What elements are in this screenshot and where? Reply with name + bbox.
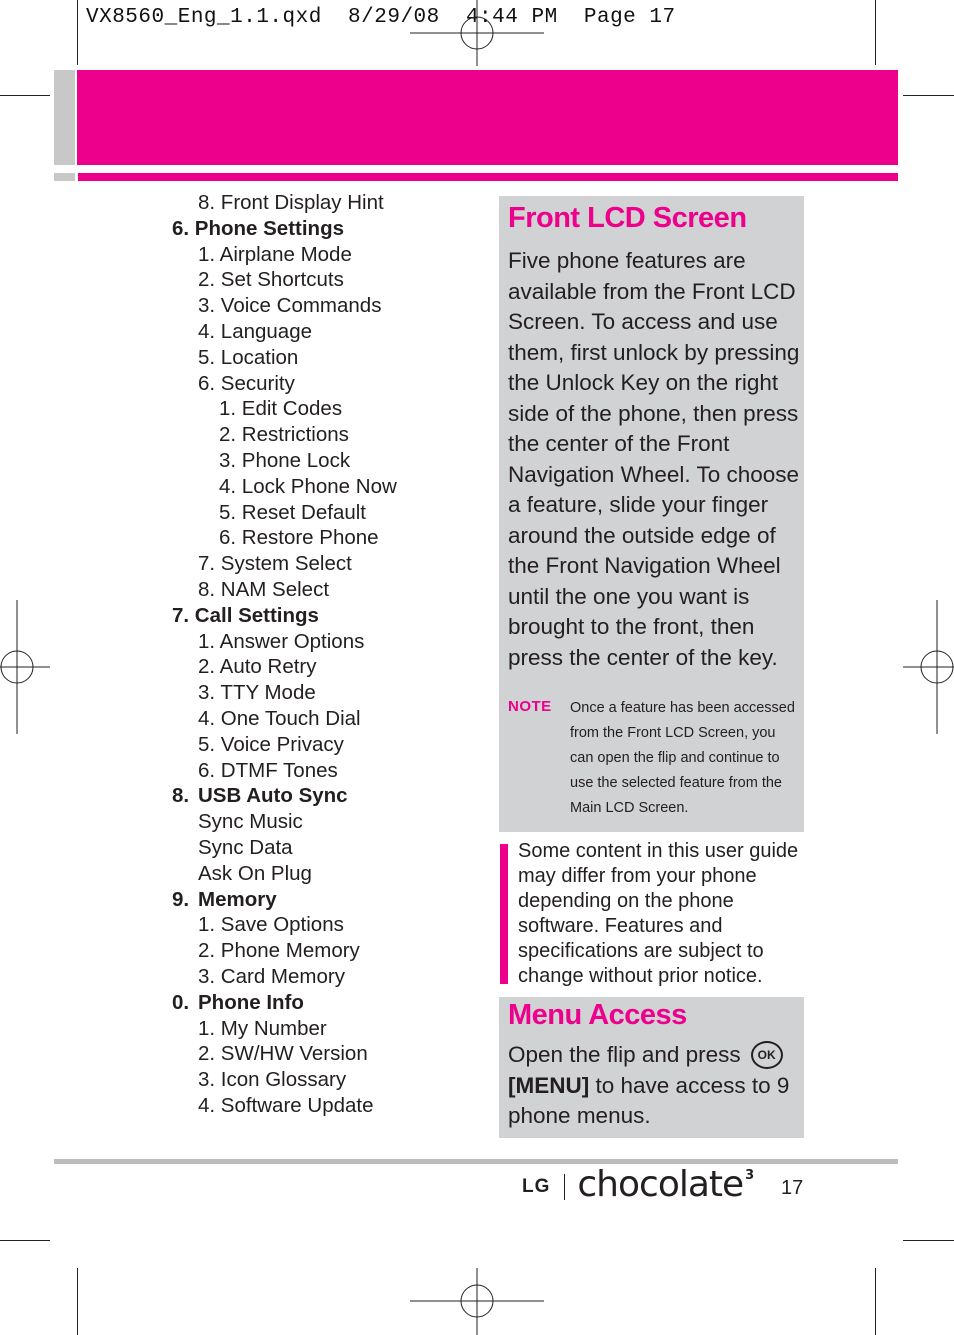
- menu-item: [172, 990, 472, 1016]
- menu-item-label: 6. Restore Phone: [219, 526, 379, 550]
- crop-mark: [903, 1240, 954, 1241]
- menu-item-label: 3. TTY Mode: [198, 681, 316, 705]
- menu-item: [172, 732, 472, 758]
- ok-key-icon: OK: [751, 1041, 783, 1069]
- product-version: 3: [745, 1167, 754, 1183]
- menu-item: [172, 422, 472, 448]
- menu-item-label: 7. System Select: [198, 552, 352, 576]
- menu-item-label: USB Auto Sync: [198, 784, 348, 808]
- menu-item: [172, 706, 472, 732]
- menu-item-label: 3. Card Memory: [198, 964, 345, 988]
- menu-item-label: 8. NAM Select: [198, 577, 330, 601]
- menu-item: [172, 267, 472, 293]
- print-slug: VX8560_Eng_1.1.qxd 8/29/08 4:44 PM Page 17: [86, 6, 676, 29]
- crop-mark: [875, 0, 876, 65]
- menu-item-number: 0.: [172, 990, 190, 1014]
- menu-item-number: 9.: [172, 887, 190, 911]
- menu-item-label: 2. Set Shortcuts: [198, 268, 344, 292]
- disclaimer-text: Some content in this user guide may differ from your phone depending on the phone software. Features and specifications are subject to change without prior notice.: [518, 840, 799, 987]
- menu-access-text-2: to have access to 9 phone menus.: [508, 1072, 790, 1128]
- menu-tree-list: [172, 190, 472, 1119]
- menu-access-title: Menu Access: [508, 999, 687, 1031]
- menu-item-label: 6. Security: [198, 371, 295, 395]
- menu-item: [172, 835, 472, 861]
- header-gray-strip: [54, 173, 75, 181]
- registration-mark-icon: [410, 1268, 544, 1335]
- menu-item: [172, 525, 472, 551]
- menu-item: [172, 1016, 472, 1042]
- menu-item-label: 1. My Number: [198, 1016, 327, 1040]
- menu-item: [172, 629, 472, 655]
- menu-item-label: 4. Language: [198, 319, 313, 343]
- menu-item: [172, 809, 472, 835]
- menu-item: [172, 861, 472, 887]
- menu-item: [172, 603, 472, 629]
- brand-separator: [564, 1174, 565, 1200]
- menu-item: [172, 887, 472, 913]
- menu-access-panel: [499, 997, 804, 1138]
- page-number: 17: [781, 1177, 804, 1199]
- menu-item-label: 5. Reset Default: [219, 500, 366, 524]
- disclaimer-accent-bar: [500, 844, 508, 984]
- registration-mark-icon: [903, 600, 954, 734]
- menu-item-label: 6. DTMF Tones: [198, 758, 338, 782]
- front-lcd-title: Front LCD Screen: [508, 202, 747, 234]
- registration-mark-icon: [410, 0, 544, 66]
- menu-item: [172, 500, 472, 526]
- menu-item-label: 1. Airplane Mode: [198, 242, 352, 266]
- crop-mark: [77, 0, 78, 65]
- menu-item: [172, 758, 472, 784]
- crop-mark: [903, 95, 954, 96]
- menu-access-text-1: Open the flip and press: [508, 1042, 741, 1067]
- menu-item: [172, 242, 472, 268]
- crop-mark: [875, 1268, 876, 1335]
- menu-item-label: Ask On Plug: [198, 861, 312, 885]
- lg-logo: LG: [522, 1176, 551, 1197]
- menu-item-label: 5. Location: [198, 345, 299, 369]
- crop-mark: [0, 1240, 50, 1241]
- registration-mark-icon: [0, 600, 50, 734]
- crop-mark: [77, 1268, 78, 1335]
- menu-item: [172, 783, 472, 809]
- menu-key-label: [MENU]: [508, 1072, 590, 1098]
- menu-item-label: 6. Phone Settings: [172, 216, 344, 240]
- front-lcd-panel: [499, 196, 804, 832]
- menu-item-label: 4. One Touch Dial: [198, 706, 361, 730]
- menu-item: [172, 1041, 472, 1067]
- chocolate-logo: [577, 1164, 753, 1205]
- menu-item-label: 3. Icon Glossary: [198, 1068, 347, 1092]
- menu-item-label: 2. Restrictions: [219, 423, 349, 447]
- menu-item-label: 4. Lock Phone Now: [219, 474, 397, 498]
- menu-item: [172, 319, 472, 345]
- menu-item-label: 3. Voice Commands: [198, 294, 382, 318]
- menu-item: [172, 396, 472, 422]
- menu-item: [172, 912, 472, 938]
- menu-item-label: 2. SW/HW Version: [198, 1042, 368, 1066]
- menu-item: [172, 1067, 472, 1093]
- brand-logo: [522, 1162, 753, 1212]
- product-name: chocolate: [577, 1163, 744, 1205]
- menu-item-label: 1. Edit Codes: [219, 397, 343, 421]
- menu-item-label: Memory: [198, 887, 277, 911]
- note-text: Once a feature has been accessed from the Front LCD Screen, you can open the flip and continue to use the selected feature from the Main LCD Screen.: [570, 700, 795, 816]
- menu-item-label: 4. Software Update: [198, 1093, 374, 1117]
- menu-item-label: Phone Info: [198, 990, 304, 1014]
- menu-item-label: 1. Save Options: [198, 913, 344, 937]
- menu-item-number: 8.: [172, 784, 190, 808]
- menu-item-label: 2. Phone Memory: [198, 939, 360, 963]
- menu-item: [172, 551, 472, 577]
- menu-item-label: 8. Front Display Hint: [198, 191, 384, 214]
- menu-item-label: 7. Call Settings: [172, 603, 319, 627]
- menu-item: [172, 190, 472, 216]
- menu-item-label: 2. Auto Retry: [198, 655, 317, 679]
- header-magenta-bar: [77, 70, 898, 165]
- menu-item-label: 1. Answer Options: [198, 629, 365, 653]
- crop-mark: [0, 95, 50, 96]
- note-label: NOTE: [508, 698, 552, 715]
- menu-item: [172, 474, 472, 500]
- menu-item: [172, 938, 472, 964]
- header-magenta-strip: [78, 173, 898, 181]
- menu-item-label: 5. Voice Privacy: [198, 732, 344, 756]
- menu-item: [172, 448, 472, 474]
- menu-item-label: Sync Data: [198, 835, 293, 859]
- menu-item: [172, 216, 472, 242]
- menu-item: [172, 371, 472, 397]
- menu-item: [172, 577, 472, 603]
- menu-item-label: Sync Music: [198, 810, 303, 834]
- menu-item: [172, 680, 472, 706]
- footer-rule: [54, 1159, 898, 1164]
- menu-item: [172, 654, 472, 680]
- menu-item: [172, 964, 472, 990]
- menu-item-label: 3. Phone Lock: [219, 448, 351, 472]
- menu-item: [172, 1093, 472, 1119]
- menu-item: [172, 293, 472, 319]
- front-lcd-body: Five phone features are available from the Front LCD Screen. To access and use them, first unlock by pressing the Unlock Key on the right side of the phone, then press the center of the Front Navigation Wheel. To choose a feature, slide your finger around the outside edge of the Front Navigation Wheel until the one you want is brought to the front, then press the center of the key.: [508, 248, 800, 670]
- menu-item: [172, 345, 472, 371]
- header-gray-block: [54, 70, 75, 165]
- menu-access-body: [508, 1040, 800, 1132]
